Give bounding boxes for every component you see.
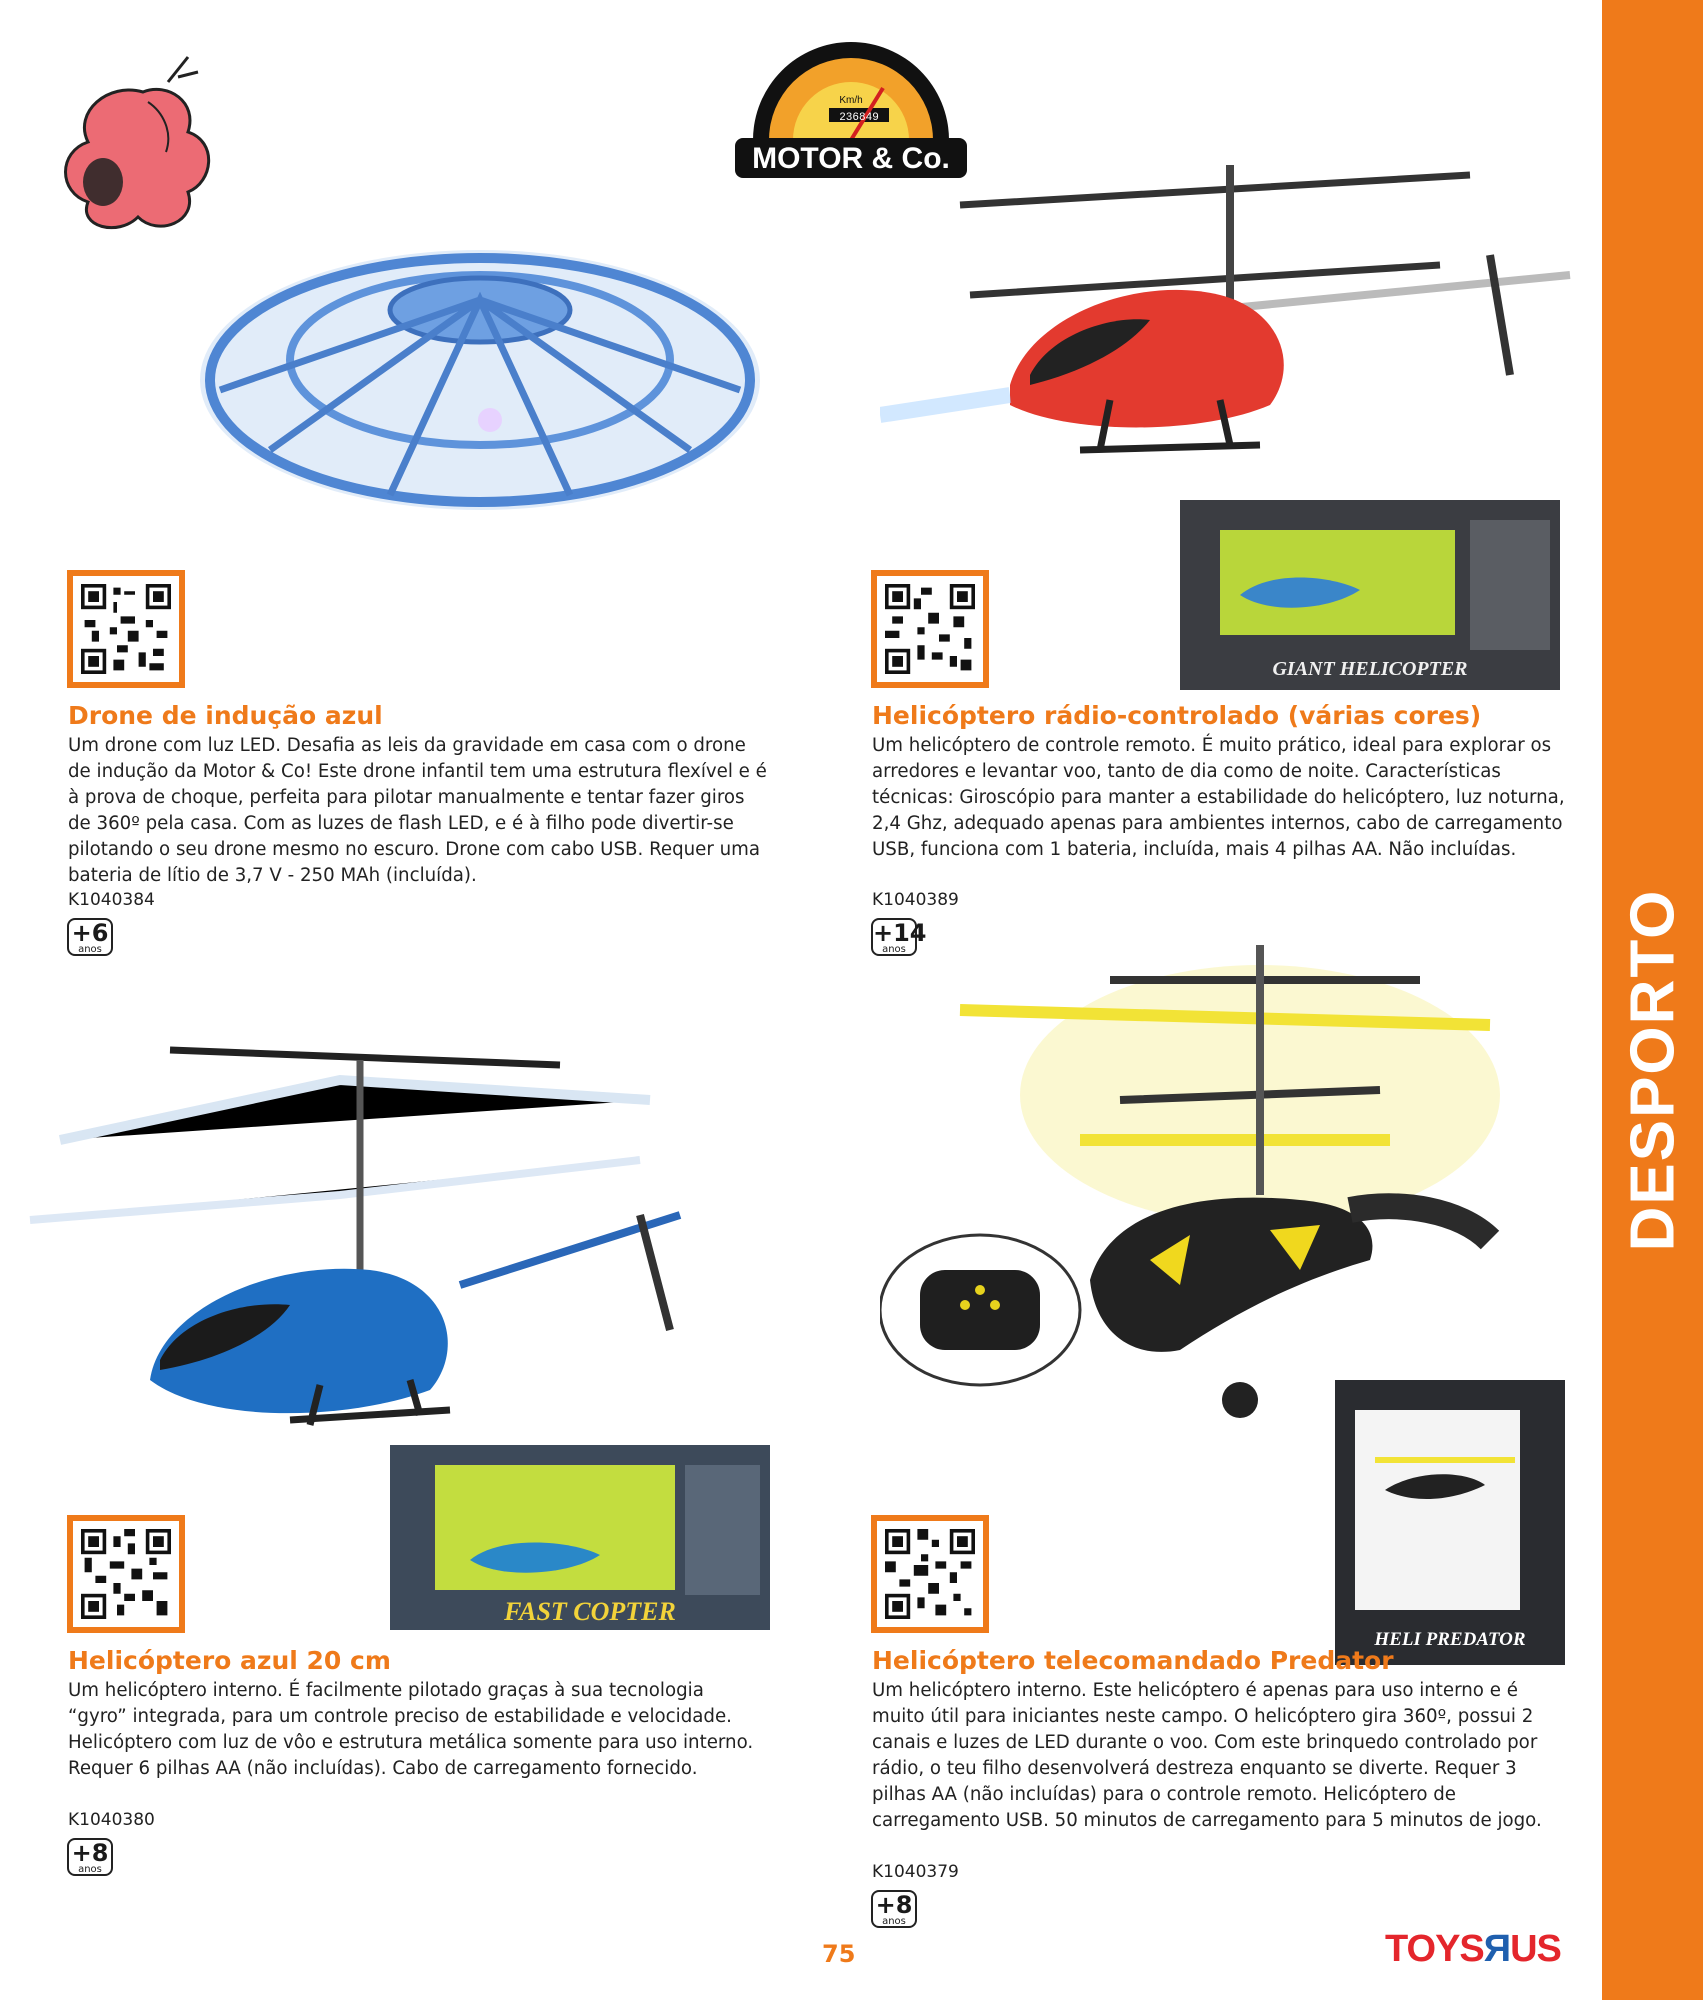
- qr-icon: [885, 584, 975, 674]
- product-code: K1040379: [872, 1862, 959, 1882]
- mascot-illustration: [48, 42, 228, 242]
- product-description: Um helicóptero interno. É facilmente pilotado graças à sua tecnologia “gyro” integrada, para um controle preciso de estabilidade e velocidade. Helicóptero com luz de vôo e estrutura metálica somente para uso interno. Requer 6 pilhas AA (não incluídas). Cabo de carregamento fornecido.: [68, 1680, 754, 1779]
- age-badge: +8 anos: [67, 1838, 113, 1876]
- qr-icon: [81, 584, 171, 674]
- product-description: Um helicóptero interno. Este helicóptero é apenas para uso interno e é muito útil para iniciantes neste campo. O helicóptero gira 360º, possui 2 canais e luzes de LED durante o voo. Com este brinquedo controlado por rádio, o teu filho desenvolverá destreza enquanto se diverte. Requer 3 pilhas AA (não incluídas) para o controle remoto. Helicóptero de carregamento USB. 50 minutos de carregamento para 5 minutos de jogo.: [872, 1680, 1542, 1831]
- age-badge: +14 anos: [873, 919, 927, 955]
- product-title: Helicóptero rádio-controlado (várias cores): [872, 701, 1482, 730]
- blue-helicopter-image: [20, 1030, 720, 1450]
- section-tab-label: DESPORTO: [1618, 888, 1687, 1252]
- toys-r-us-logo: TOYSЯUS: [1385, 1928, 1561, 1970]
- box-label: HELI PREDATOR: [1374, 1629, 1526, 1650]
- motor-co-logo-text: MOTOR & Co.: [752, 142, 950, 175]
- qr-code-red-helicopter[interactable]: [871, 570, 989, 688]
- product-title: Drone de indução azul: [68, 701, 383, 730]
- product-title: Helicóptero azul 20 cm: [68, 1646, 391, 1675]
- drone-product-image: [190, 240, 770, 640]
- predator-box-image: [1335, 1380, 1565, 1665]
- qr-code-predator-helicopter[interactable]: [871, 1515, 989, 1633]
- box-label: FAST COPTER: [504, 1597, 676, 1626]
- qr-icon: [81, 1529, 171, 1619]
- red-helicopter-box-image: [1180, 500, 1560, 690]
- section-tab: [1602, 0, 1703, 2000]
- product-description: Um helicóptero de controle remoto. É muito prático, ideal para explorar os arredores e levantar voo, tanto de dia como de noite. Características técnicas: Giroscópio para manter a estabilidade do helicóptero, luz noturna, 2,4 Ghz, adequado apenas para ambientes internos, cabo de carregamento USB, funciona com 1 bateria, incluída, mais 4 pilhas AA. Não incluídas.: [872, 735, 1565, 860]
- product-code: K1040389: [872, 890, 959, 910]
- page-number: 75: [822, 1940, 856, 1968]
- qr-icon: [885, 1529, 975, 1619]
- svg-text:236849: 236849: [839, 112, 879, 124]
- qr-code-drone[interactable]: [67, 570, 185, 688]
- product-code: K1040384: [68, 890, 155, 910]
- product-code: K1040380: [68, 1810, 155, 1830]
- red-helicopter-image: [880, 145, 1580, 495]
- blue-helicopter-box-image: [390, 1445, 770, 1630]
- product-title: Helicóptero telecomandado Predator: [872, 1646, 1394, 1675]
- qr-code-blue-helicopter[interactable]: [67, 1515, 185, 1633]
- svg-text:Km/h: Km/h: [839, 95, 863, 106]
- product-description: Um drone com luz LED. Desafia as leis da gravidade em casa com o drone de indução da Motor & Co! Este drone infantil tem uma estrutura flexível e é à prova de choque, perfeita para pilotar manualmente e tentar fazer giros de 360º pela casa. Com as luzes de flash LED, e é à filho pode divertir-se pilotando o seu drone mesmo no escuro. Drone com cabo USB. Requer uma bateria de lítio de 3,7 V - 250 MAh (incluída).: [68, 735, 767, 886]
- box-label: GIANT HELICOPTER: [1272, 658, 1468, 680]
- age-badge: +8 anos: [871, 1890, 917, 1928]
- age-badge: +6 anos: [67, 918, 113, 956]
- predator-helicopter-image: [880, 930, 1510, 1440]
